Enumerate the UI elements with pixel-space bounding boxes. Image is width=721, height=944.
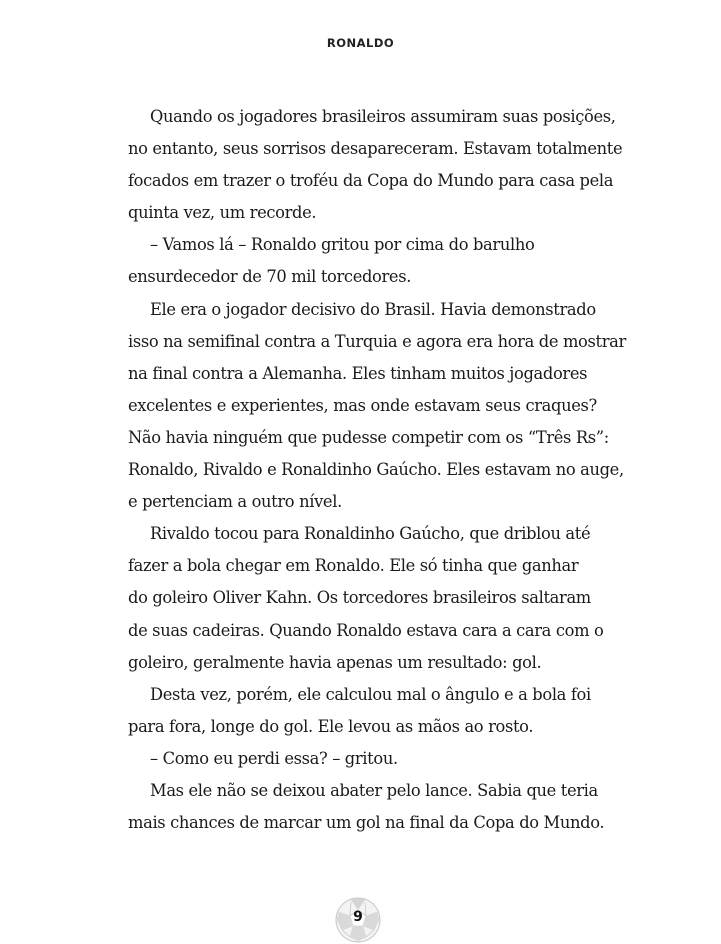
text-line: goleiro, geralmente havia apenas um resultado: gol.	[128, 652, 542, 672]
text-line: – Vamos lá – Ronaldo gritou por cima do barulho	[150, 235, 535, 255]
text-line: mais chances de marcar um gol na final da Copa do Mundo.	[128, 813, 605, 833]
text-line: no entanto, seus sorrisos desapareceram. Estavam totalmente	[128, 139, 623, 159]
text-line: isso na semifinal contra a Turquia e agora era hora de mostrar	[128, 331, 626, 351]
text-line: de suas cadeiras. Quando Ronaldo estava cara a cara com o	[128, 620, 604, 640]
text-line: fazer a bola chegar em Ronaldo. Ele só tinha que ganhar	[128, 556, 579, 576]
text-line: do goleiro Oliver Kahn. Os torcedores brasileiros saltaram	[128, 588, 591, 608]
body-text	[128, 101, 626, 839]
text-line: ensurdecedor de 70 mil torcedores.	[128, 267, 412, 287]
text-line: Ronaldo, Rivaldo e Ronaldinho Gaúcho. Eles estavam no auge,	[128, 460, 624, 480]
text-line: Quando os jogadores brasileiros assumiram suas posições,	[150, 107, 616, 126]
text-line: Mas ele não se deixou abater pelo lance. Sabia que teria	[150, 780, 598, 800]
text-line: Ele era o jogador decisivo do Brasil. Havia demonstrado	[150, 299, 596, 319]
page-number: 9	[353, 909, 363, 925]
text-line: – Como eu perdi essa? – gritou.	[150, 748, 398, 768]
running-header: RONALDO	[326, 36, 395, 50]
text-line: Não havia ninguém que pudesse competir com os “Três Rs”:	[128, 427, 609, 447]
text-line: focados em trazer o troféu da Copa do Mundo para casa pela	[128, 171, 614, 191]
text-line: na final contra a Alemanha. Eles tinham muitos jogadores	[128, 363, 588, 383]
page-number-badge	[334, 897, 382, 943]
text-line: e pertenciam a outro nível.	[128, 492, 342, 512]
text-line: Rivaldo tocou para Ronaldinho Gaúcho, que driblou até	[150, 524, 591, 544]
text-line: Desta vez, porém, ele calculou mal o ângulo e a bola foi	[150, 684, 591, 704]
text-line: para fora, longe do gol. Ele levou as mãos ao rosto.	[128, 716, 534, 736]
text-line: excelentes e experientes, mas onde estavam seus craques?	[128, 395, 597, 415]
text-line: quinta vez, um recorde.	[128, 203, 317, 223]
